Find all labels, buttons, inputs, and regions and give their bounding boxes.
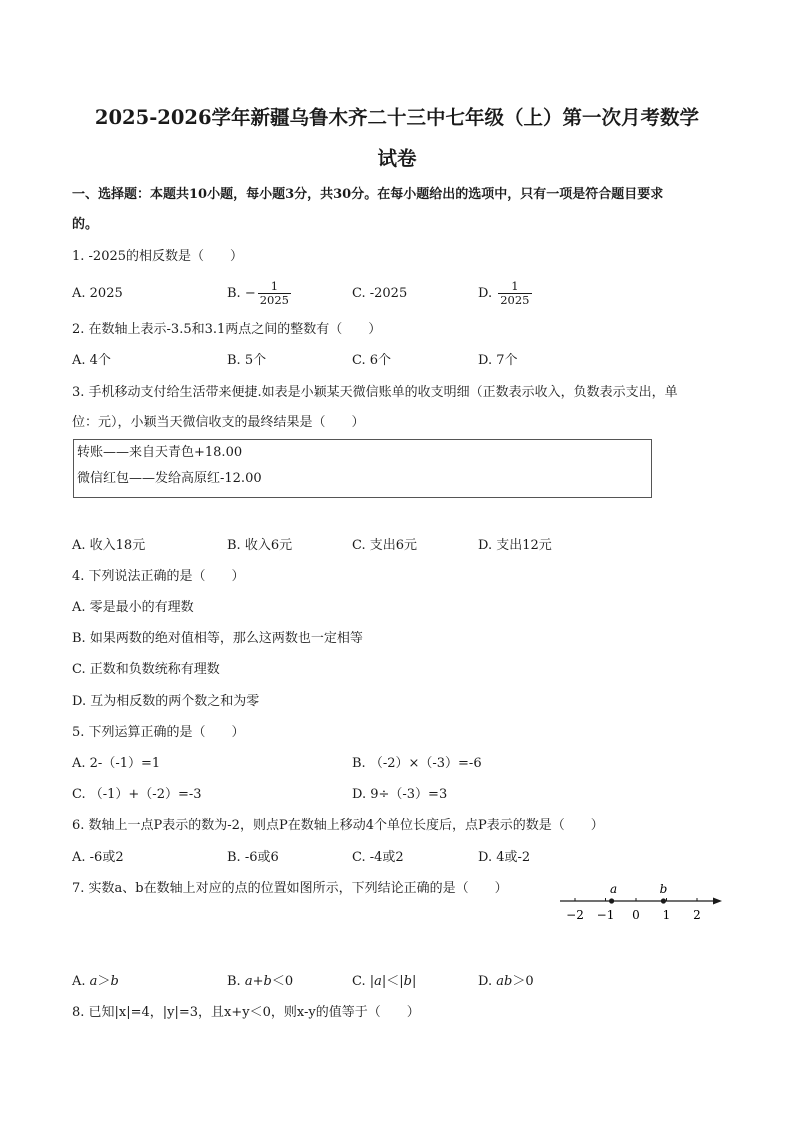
q4-stem: 4. 下列说法正确的是（ ） bbox=[72, 569, 245, 584]
q3-stem: 3. 手机移动支付给生活带来便捷.如表是小颖某天微信账单的收支明细（正数表示收入，负数表示支出，单 bbox=[72, 385, 678, 400]
tick-label: 2 bbox=[693, 908, 701, 922]
q4-option-c[interactable]: C. 正数和负数统称有理数 bbox=[72, 662, 220, 677]
q1-option-b-sign: − bbox=[244, 286, 256, 301]
q1-option-a[interactable]: A. 2025 bbox=[72, 286, 123, 301]
tick-label: −2 bbox=[566, 908, 584, 922]
q4-option-a[interactable]: A. 零是最小的有理数 bbox=[72, 600, 194, 615]
q3-option-c[interactable]: C. 支出6元 bbox=[352, 538, 418, 553]
q7-option-d[interactable]: D. ab＞0 bbox=[478, 974, 534, 989]
q3-option-d[interactable]: D. 支出12元 bbox=[478, 538, 552, 553]
bill-row-1: 转账——来自天青色+18.00 bbox=[77, 445, 243, 460]
fraction-denominator: 2025 bbox=[500, 293, 530, 307]
q1-option-b-label: B. bbox=[227, 286, 245, 301]
tick-label: 1 bbox=[662, 908, 671, 922]
q6-option-c[interactable]: C. -4或2 bbox=[352, 850, 404, 865]
q3-option-a[interactable]: A. 收入18元 bbox=[72, 538, 146, 553]
bill-table bbox=[73, 439, 652, 498]
q6-option-b[interactable]: B. -6或6 bbox=[227, 850, 279, 865]
q3-option-b[interactable]: B. 收入6元 bbox=[227, 538, 293, 553]
fraction-numerator: 1 bbox=[511, 279, 519, 293]
point-a-dot bbox=[609, 898, 614, 903]
q2-option-a[interactable]: A. 4个 bbox=[72, 353, 111, 368]
q2-option-d[interactable]: D. 7个 bbox=[478, 353, 518, 368]
q5-option-a[interactable]: A. 2-（-1）=1 bbox=[72, 756, 161, 771]
q6-option-a[interactable]: A. -6或2 bbox=[72, 850, 124, 865]
fraction-numerator: 1 bbox=[270, 279, 279, 293]
q1-option-b[interactable] bbox=[227, 276, 291, 312]
q6-stem: 6. 数轴上一点P表示的数为-2，则点P在数轴上移动4个单位长度后，点P表示的数是（ ） bbox=[72, 818, 604, 833]
title-line-1: 2025-2026学年新疆乌鲁木齐二十三中七年级（上）第一次月考数学 bbox=[94, 106, 700, 129]
q1-option-c[interactable]: C. -2025 bbox=[352, 286, 408, 301]
q7-option-b[interactable]: B. a+b＜0 bbox=[227, 974, 294, 989]
fraction bbox=[258, 280, 291, 307]
bill-row-2: 微信红包——发给高原红-12.00 bbox=[77, 471, 262, 486]
fraction bbox=[498, 280, 531, 307]
number-line-figure bbox=[556, 881, 726, 926]
q1-option-d[interactable] bbox=[478, 276, 532, 312]
q2-option-b[interactable]: B. 5个 bbox=[227, 353, 267, 368]
q7-option-a[interactable]: A. a＞b bbox=[72, 974, 119, 989]
fraction-denominator: 2025 bbox=[259, 293, 290, 307]
q7-stem: 7. 实数a、b在数轴上对应的点的位置如图所示，下列结论正确的是（ ） bbox=[72, 881, 508, 896]
point-a-label: a bbox=[610, 882, 618, 896]
tick-label: 0 bbox=[632, 908, 640, 922]
q2-option-c[interactable]: C. 6个 bbox=[352, 353, 392, 368]
tick-label: −1 bbox=[596, 908, 615, 922]
q5-option-d[interactable]: D. 9÷（-3）=3 bbox=[352, 787, 448, 802]
arrow-head-icon bbox=[713, 898, 722, 905]
q1-stem: 1. -2025的相反数是（ ） bbox=[72, 249, 244, 264]
q3-stem-cont: 位：元），小颖当天微信收支的最终结果是（ ） bbox=[72, 415, 365, 430]
point-b-label: b bbox=[659, 882, 668, 896]
q7-option-c[interactable]: C. |a|＜|b| bbox=[352, 974, 417, 989]
section-heading-cont: 的。 bbox=[72, 217, 99, 232]
q5-option-c[interactable]: C. （-1）+（-2）=-3 bbox=[72, 787, 202, 802]
section-heading: 一、选择题：本题共10小题，每小题3分，共30分。在每小题给出的选项中，只有一项是符合题目要求 bbox=[72, 187, 664, 202]
q6-option-d[interactable]: D. 4或-2 bbox=[478, 850, 531, 865]
q5-stem: 5. 下列运算正确的是（ ） bbox=[72, 725, 245, 740]
q5-option-b[interactable]: B. （-2）×（-3）=-6 bbox=[352, 756, 482, 771]
q4-option-b[interactable]: B. 如果两数的绝对值相等，那么这两数也一定相等 bbox=[72, 631, 363, 646]
q1-option-d-label: D. bbox=[478, 286, 497, 301]
point-b-dot bbox=[661, 898, 666, 903]
q4-option-d[interactable]: D. 互为相反数的两个数之和为零 bbox=[72, 694, 260, 709]
q2-stem: 2. 在数轴上表示-3.5和3.1两点之间的整数有（ ） bbox=[72, 322, 382, 337]
title-line-2: 试卷 bbox=[377, 147, 417, 170]
q8-stem: 8. 已知|x|=4，|y|=3，且x+y＜0，则x-y的值等于（ ） bbox=[72, 1005, 420, 1020]
